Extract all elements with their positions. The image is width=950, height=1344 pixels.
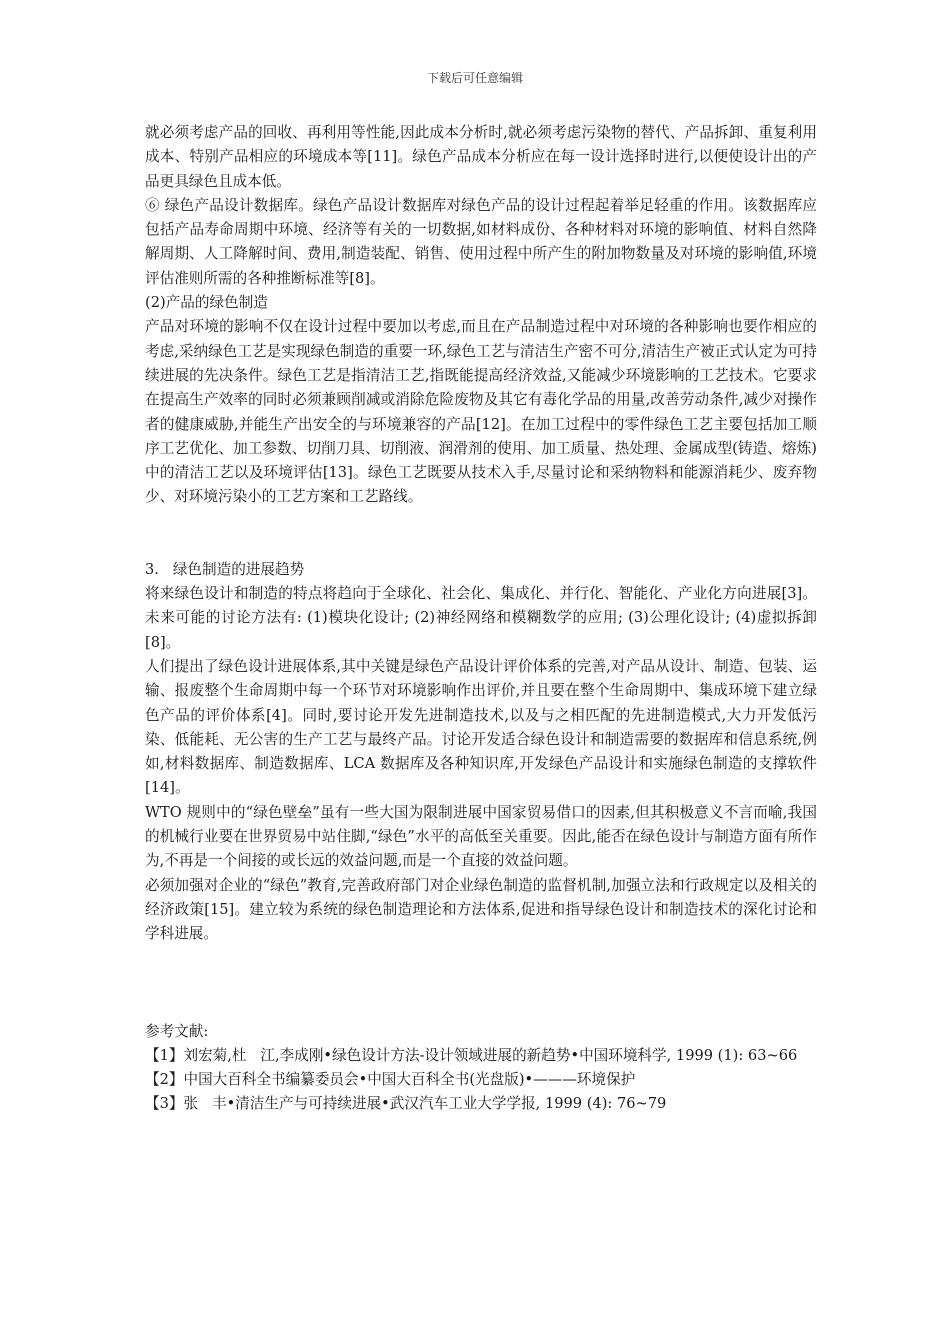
reference-item: 【1】刘宏菊,杜 江,李成刚•绿色设计方法-设计领域进展的新趋势•中国环境科学, 1999 (1): 63~66 (145, 1046, 798, 1064)
section-heading-trends: 3. 绿色制造的进展趋势 (145, 560, 305, 578)
paragraph-wto-green-barrier: WTO 规则中的“绿色壁垒”虽有一些大国为限制进展中国家贸易借口的因素,但其积极意义不言而喻,我国的机械行业要在世界贸易中站住脚,“绿色”水平的高低至关重要。因此,能否在绿色设计与制造方面有所作为,不再是一个间接的或长远的效益问题,而是一个直接的效益问题。 (145, 803, 817, 870)
paragraph-education-policy: 必须加强对企业的“绿色”教育,完善政府部门对企业绿色制造的监督机制,加强立法和行政规定以及相关的经济政策[15]。建立较为系统的绿色制造理论和方法体系,促进和指导绿色设计和制造技术的深化讨论和学科进展。 (145, 876, 817, 943)
spacer (145, 510, 817, 558)
paragraph-green-process: 产品对环境的影响不仅在设计过程中要加以考虑,而且在产品制造过程中对环境的各种影响也要作相应的考虑,采纳绿色工艺是实现绿色制造的重要一环,绿色工艺与清洁生产密不可分,清洁生产被正式认定为可持续进展的先决条件。绿色工艺是指清洁工艺,指既能提高经济效益,又能减少环境影响的工艺技术。它要求在提高生产效率的同时必须兼顾削减或消除危险废物及其它有毒化学品的用量,改善劳动条件,减少对操作者的健康威胁,并能生产出安全的与环境兼容的产品[12]。在加工过程中的零件绿色工艺主要包括加工顺序工艺优化、加工参数、切削刀具、切削液、润滑剂的使用、加工质量、热处理、金属成型(铸造、熔炼)中的清洁工艺以及环境评估[13]。绿色工艺既要从技术入手,尽量讨论和采纳物料和能源消耗少、废弃物少、对环境污染小的工艺方案和工艺路线。 (145, 318, 817, 506)
document-body (145, 121, 817, 1117)
paragraph-future-trends: 将来绿色设计和制造的特点将趋向于全球化、社会化、集成化、并行化、智能化、产业化方向进展[3]。未来可能的讨论方法有: (1)模块化设计; (2)神经网络和模糊数学的应用; (3)公理化设计; (4)虚拟拆卸[8]。 (145, 585, 817, 651)
reference-item: 【3】张 丰•清洁生产与可持续进展•武汉汽车工业大学学报, 1999 (4): 76~79 (145, 1095, 667, 1113)
spacer (145, 947, 817, 1020)
page-header: 下载后可任意编辑 (426, 71, 523, 85)
references-section (145, 1020, 817, 1117)
paragraph-cost-analysis: 就必须考虑产品的回收、再利用等性能,因此成本分析时,就必须考虑污染物的替代、产品拆卸、重复利用成本、特别产品相应的环境成本等[11]。绿色产品成本分析应在每一设计选择时进行,以便使设计出的产品更具绿色且成本低。 (145, 124, 817, 190)
references-title: 参考文献: (145, 1022, 209, 1040)
paragraph-evaluation-system: 人们提出了绿色设计进展体系,其中关键是绿色产品设计评价体系的完善,对产品从设计、制造、包装、运输、报废整个生命周期中每一个环节对环境影响作出评价,并且要在整个生命周期中、集成环境下建立绿色产品的评价体系[4]。同时,要讨论开发先进制造技术,以及与之相匹配的先进制造模式,大力开发低污染、低能耗、无公害的生产工艺与最终产品。讨论开发适合绿色设计和制造需要的数据库和信息系统,例如,材料数据库、制造数据库、LCA 数据库及各种知识库,开发绿色产品设计和实施绿色制造的支撑软件[14]。 (145, 657, 817, 797)
reference-item: 【2】中国大百科全书编纂委员会•中国大百科全书(光盘版)•———环境保护 (145, 1071, 636, 1089)
paragraph-design-database: ⑥ 绿色产品设计数据库。绿色产品设计数据库对绿色产品的设计过程起着举足轻重的作用。该数据库应包括产品寿命周期中环境、经济等有关的一切数据,如材料成份、各种材料对环境的影响值、材料自然降解周期、人工降解时间、费用,制造装配、销售、使用过程中所产生的附加物数量及对环境的影响值,环境评估准则所需的各种推断标准等[8]。 (145, 196, 817, 287)
subheading-green-manufacturing: (2)产品的绿色制造 (145, 294, 268, 312)
